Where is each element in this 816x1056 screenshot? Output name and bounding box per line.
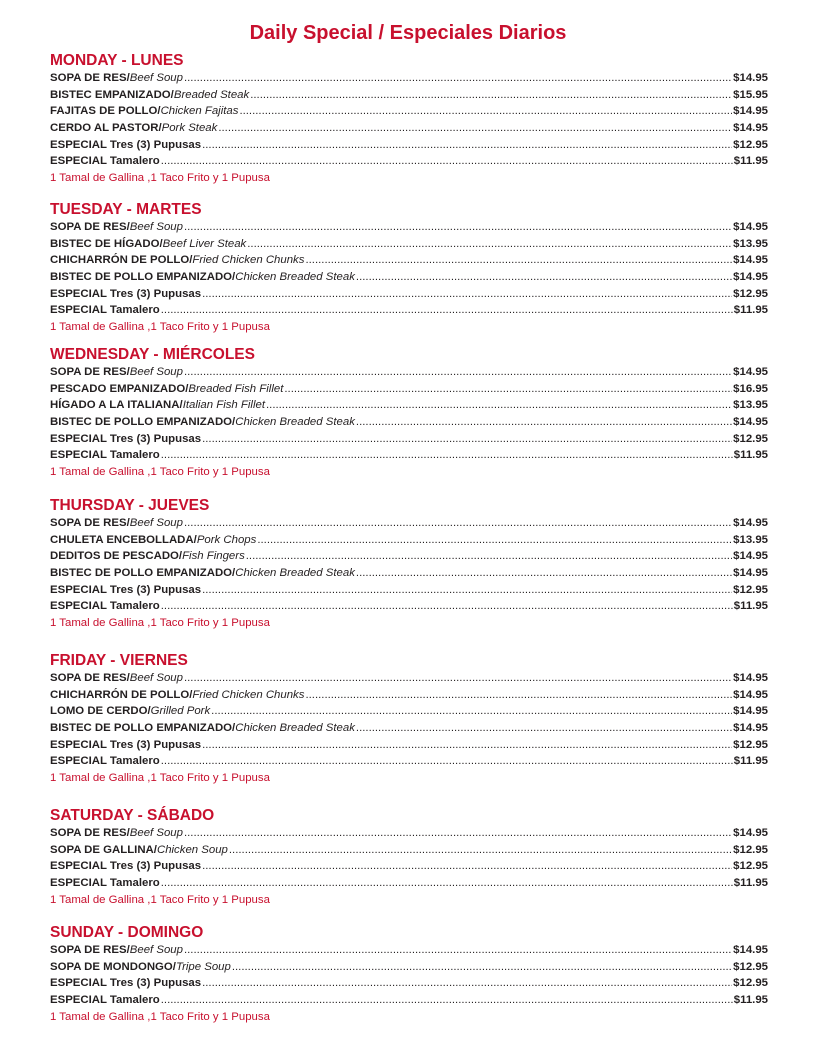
- item-price: $14.95: [733, 688, 768, 701]
- menu-item: [50, 532, 768, 549]
- item-separator: /: [126, 827, 130, 839]
- dot-leader: [356, 565, 732, 582]
- item-price: $14.95: [733, 72, 768, 84]
- dot-leader: [202, 975, 732, 992]
- item-english-name: Beef Soup: [129, 827, 183, 839]
- item-separator: /: [126, 221, 130, 233]
- item-price: $14.95: [733, 567, 768, 580]
- item-english-name: Grilled Pork: [150, 705, 211, 718]
- menu-item: [50, 269, 768, 286]
- dot-leader: [161, 302, 733, 319]
- item-separator: /: [232, 416, 236, 429]
- dot-leader: [257, 532, 732, 549]
- combo-note: 1 Tamal de Gallina ,1 Taco Frito y 1 Pupusa: [50, 466, 270, 479]
- item-separator: /: [170, 88, 174, 101]
- dot-leader: [161, 875, 733, 892]
- item-price: $15.95: [733, 88, 768, 101]
- dot-leader: [161, 598, 733, 615]
- item-price: $14.95: [733, 105, 768, 118]
- item-english-name: Beef Soup: [129, 944, 183, 956]
- item-english-name: Breaded Steak: [173, 88, 250, 101]
- menu-list: [50, 670, 768, 770]
- dot-leader: [356, 720, 732, 737]
- menu-item: [50, 942, 768, 959]
- item-name: BISTEC DE POLLO EMPANIZADO: [50, 722, 233, 735]
- menu-item: [50, 137, 768, 154]
- item-english-name: Beef Soup: [129, 366, 183, 378]
- item-separator: /: [189, 688, 193, 701]
- item-name: CERDO AL PASTOR: [50, 122, 159, 135]
- dot-leader: [246, 548, 732, 565]
- day-section-thursday: [50, 497, 768, 631]
- menu-item: [50, 858, 768, 875]
- item-name: ESPECIAL Tamalero: [50, 600, 160, 613]
- menu-item: [50, 975, 768, 992]
- dot-leader: [184, 825, 732, 842]
- day-heading: MONDAY - LUNES: [50, 52, 184, 69]
- menu-item: [50, 959, 768, 976]
- item-price: $11.95: [733, 994, 768, 1007]
- dot-leader: [161, 447, 733, 464]
- item-separator: /: [193, 533, 197, 546]
- item-english-name: Italian Fish Fillet: [182, 399, 265, 412]
- combo-note: 1 Tamal de Gallina ,1 Taco Frito y 1 Pupusa: [50, 1010, 270, 1023]
- combo-note: 1 Tamal de Gallina ,1 Taco Frito y 1 Pupusa: [50, 772, 270, 785]
- menu-item: [50, 219, 768, 236]
- item-english-name: Chicken Breaded Steak: [235, 567, 355, 580]
- menu-item: [50, 992, 768, 1009]
- item-english-name: Fish Fingers: [182, 550, 245, 563]
- item-name: DEDITOS DE PESCADO: [50, 550, 179, 563]
- item-name: BISTEC DE POLLO EMPANIZADO: [50, 271, 233, 284]
- menu-item: [50, 548, 768, 565]
- item-name: BISTEC EMPANIZADO: [50, 88, 171, 101]
- item-name: FAJITAS DE POLLO: [50, 105, 158, 118]
- dot-leader: [202, 582, 732, 599]
- menu-item: [50, 670, 768, 687]
- dot-leader: [232, 959, 732, 976]
- item-price: $14.95: [733, 550, 768, 563]
- menu-item: [50, 703, 768, 720]
- dot-leader: [202, 858, 732, 875]
- menu-item: [50, 842, 768, 859]
- day-section-monday: [50, 52, 768, 186]
- item-name: PESCADO EMPANIZADO: [50, 382, 186, 395]
- menu-item: [50, 153, 768, 170]
- menu-item: [50, 737, 768, 754]
- day-heading: SUNDAY - DOMINGO: [50, 924, 204, 941]
- menu-item: [50, 598, 768, 615]
- item-name: ESPECIAL Tres (3) Pupusas: [50, 138, 202, 151]
- dot-leader: [229, 842, 732, 859]
- item-name: ESPECIAL Tres (3) Pupusas: [50, 860, 202, 873]
- item-name: SOPA DE RES: [50, 827, 127, 839]
- dot-leader: [356, 414, 732, 431]
- dot-leader: [184, 515, 732, 532]
- menu-item: [50, 87, 768, 104]
- item-name: SOPA DE MONDONGO: [50, 960, 173, 973]
- menu-list: [50, 942, 768, 1009]
- dot-leader: [184, 364, 732, 381]
- item-price: $11.95: [733, 304, 768, 317]
- item-english-name: Chicken Breaded Steak: [235, 416, 355, 429]
- item-english-name: Pork Steak: [161, 122, 218, 135]
- item-price: $12.95: [733, 138, 768, 151]
- menu-item: [50, 397, 768, 414]
- item-name: SOPA DE GALLINA: [50, 843, 154, 856]
- dot-leader: [202, 431, 732, 448]
- dot-leader: [184, 219, 732, 236]
- item-name: ESPECIAL Tamalero: [50, 304, 160, 317]
- item-price: $14.95: [733, 254, 768, 267]
- item-price: $12.95: [733, 432, 768, 445]
- item-english-name: Breaded Fish Fillet: [188, 382, 284, 395]
- menu-item: [50, 687, 768, 704]
- item-name: SOPA DE RES: [50, 366, 127, 378]
- item-separator: /: [232, 567, 236, 580]
- menu-list: [50, 515, 768, 615]
- item-english-name: Beef Soup: [129, 221, 183, 233]
- dot-leader: [184, 70, 732, 87]
- item-name: CHICHARRÓN DE POLLO: [50, 254, 190, 267]
- menu-item: [50, 565, 768, 582]
- item-name: ESPECIAL Tamalero: [50, 449, 160, 462]
- item-english-name: Chicken Breaded Steak: [235, 271, 355, 284]
- menu-item: [50, 103, 768, 120]
- menu-item: [50, 753, 768, 770]
- combo-note: 1 Tamal de Gallina ,1 Taco Frito y 1 Pupusa: [50, 172, 270, 185]
- dot-leader: [250, 87, 732, 104]
- dot-leader: [202, 286, 732, 303]
- dot-leader: [218, 120, 732, 137]
- item-separator: /: [159, 237, 163, 250]
- item-english-name: Fried Chicken Chunks: [192, 688, 305, 701]
- menu-item: [50, 236, 768, 253]
- item-price: $11.95: [733, 755, 768, 768]
- item-english-name: Pork Chops: [196, 533, 257, 546]
- item-price: $14.95: [733, 122, 768, 135]
- item-price: $11.95: [733, 449, 768, 462]
- item-name: ESPECIAL Tamalero: [50, 877, 160, 890]
- day-heading: FRIDAY - VIERNES: [50, 652, 188, 669]
- menu-item: [50, 582, 768, 599]
- item-english-name: Chicken Breaded Steak: [235, 722, 355, 735]
- dot-leader: [305, 252, 732, 269]
- item-name: SOPA DE RES: [50, 221, 127, 233]
- item-english-name: Beef Liver Steak: [162, 237, 247, 250]
- item-english-name: Fried Chicken Chunks: [192, 254, 305, 267]
- menu-item: [50, 286, 768, 303]
- item-name: ESPECIAL Tres (3) Pupusas: [50, 287, 202, 300]
- item-price: $14.95: [733, 672, 768, 684]
- menu-item: [50, 70, 768, 87]
- item-price: $12.95: [733, 843, 768, 856]
- item-name: SOPA DE RES: [50, 672, 127, 684]
- menu-item: [50, 720, 768, 737]
- item-name: HÍGADO A LA ITALIANA: [50, 399, 180, 412]
- item-name: ESPECIAL Tamalero: [50, 994, 160, 1007]
- day-section-tuesday: [50, 201, 768, 335]
- day-section-saturday: [50, 807, 768, 908]
- dot-leader: [161, 153, 733, 170]
- item-separator: /: [126, 366, 130, 378]
- item-price: $12.95: [733, 738, 768, 751]
- day-heading: TUESDAY - MARTES: [50, 201, 202, 218]
- item-price: $12.95: [733, 960, 768, 973]
- item-name: BISTEC DE POLLO EMPANIZADO: [50, 416, 233, 429]
- item-english-name: Tripe Soup: [175, 960, 231, 973]
- item-price: $14.95: [733, 366, 768, 378]
- item-separator: /: [157, 105, 161, 118]
- item-separator: /: [178, 550, 183, 563]
- item-separator: /: [153, 843, 157, 856]
- dot-leader: [356, 269, 732, 286]
- dot-leader: [202, 137, 732, 154]
- menu-item: [50, 875, 768, 892]
- menu-item: [50, 414, 768, 431]
- menu-item: [50, 381, 768, 398]
- dot-leader: [211, 703, 732, 720]
- item-price: $13.95: [733, 533, 768, 546]
- dot-leader: [161, 992, 733, 1009]
- menu-list: [50, 70, 768, 170]
- item-separator: /: [232, 271, 236, 284]
- page-title: Daily Special / Especiales Diarios: [249, 22, 567, 44]
- menu-item: [50, 825, 768, 842]
- item-separator: /: [185, 382, 189, 395]
- day-section-wednesday: [50, 346, 768, 480]
- dot-leader: [161, 753, 733, 770]
- day-heading: THURSDAY - JUEVES: [50, 497, 210, 514]
- item-price: $13.95: [733, 399, 768, 412]
- dot-leader: [247, 236, 732, 253]
- item-price: $12.95: [733, 583, 768, 596]
- item-name: SOPA DE RES: [50, 944, 127, 956]
- menu-item: [50, 515, 768, 532]
- item-price: $12.95: [733, 860, 768, 873]
- item-english-name: Beef Soup: [129, 672, 183, 684]
- item-english-name: Beef Soup: [129, 517, 183, 529]
- item-separator: /: [147, 705, 151, 718]
- item-name: BISTEC DE HÍGADO: [50, 237, 160, 250]
- item-price: $11.95: [733, 600, 768, 613]
- dot-leader: [202, 737, 732, 754]
- item-separator: /: [126, 672, 130, 684]
- item-price: $14.95: [733, 827, 768, 839]
- item-price: $14.95: [733, 517, 768, 529]
- item-name: ESPECIAL Tres (3) Pupusas: [50, 583, 202, 596]
- item-name: CHULETA ENCEBOLLADA: [50, 533, 194, 546]
- day-heading: SATURDAY - SÁBADO: [50, 807, 215, 824]
- item-price: $12.95: [733, 287, 768, 300]
- item-separator: /: [126, 944, 130, 956]
- day-section-friday: [50, 652, 768, 786]
- item-separator: /: [232, 722, 236, 735]
- menu-item: [50, 120, 768, 137]
- menu-item: [50, 302, 768, 319]
- item-price: $14.95: [733, 944, 768, 956]
- item-name: SOPA DE RES: [50, 517, 127, 529]
- item-price: $14.95: [733, 722, 768, 735]
- item-name: ESPECIAL Tamalero: [50, 755, 160, 768]
- combo-note: 1 Tamal de Gallina ,1 Taco Frito y 1 Pupusa: [50, 893, 270, 906]
- menu-list: [50, 364, 768, 464]
- item-price: $14.95: [733, 705, 768, 718]
- day-section-sunday: [50, 924, 768, 1025]
- item-price: $12.95: [733, 977, 768, 990]
- dot-leader: [266, 397, 732, 414]
- menu-item: [50, 252, 768, 269]
- item-separator: /: [126, 517, 130, 529]
- item-name: BISTEC DE POLLO EMPANIZADO: [50, 567, 233, 580]
- menu-item: [50, 431, 768, 448]
- combo-note: 1 Tamal de Gallina ,1 Taco Frito y 1 Pupusa: [50, 617, 270, 630]
- item-name: ESPECIAL Tamalero: [50, 155, 160, 168]
- item-price: $14.95: [733, 271, 768, 284]
- item-price: $14.95: [733, 221, 768, 233]
- item-price: $14.95: [733, 416, 768, 429]
- item-separator: /: [172, 960, 176, 973]
- dot-leader: [184, 942, 732, 959]
- item-separator: /: [126, 72, 130, 84]
- item-english-name: Chicken Fajitas: [160, 105, 239, 118]
- day-heading: WEDNESDAY - MIÉRCOLES: [50, 346, 255, 363]
- item-name: ESPECIAL Tres (3) Pupusas: [50, 738, 202, 751]
- item-name: ESPECIAL Tres (3) Pupusas: [50, 432, 202, 445]
- item-price: $16.95: [733, 382, 768, 395]
- menu-item: [50, 364, 768, 381]
- item-separator: /: [189, 254, 193, 267]
- item-name: ESPECIAL Tres (3) Pupusas: [50, 977, 202, 990]
- item-english-name: Beef Soup: [129, 72, 183, 84]
- item-name: CHICHARRÓN DE POLLO: [50, 688, 190, 701]
- dot-leader: [305, 687, 732, 704]
- menu-item: [50, 447, 768, 464]
- dot-leader: [239, 103, 732, 120]
- item-separator: /: [179, 399, 183, 412]
- item-name: SOPA DE RES: [50, 72, 127, 84]
- menu-list: [50, 219, 768, 319]
- item-price: $13.95: [733, 237, 768, 250]
- dot-leader: [184, 670, 732, 687]
- menu-list: [50, 825, 768, 892]
- item-name: LOMO DE CERDO: [50, 705, 148, 718]
- dot-leader: [284, 381, 732, 398]
- item-english-name: Chicken Soup: [156, 843, 228, 856]
- item-price: $11.95: [733, 877, 768, 890]
- item-separator: /: [158, 122, 162, 135]
- item-price: $11.95: [733, 155, 768, 168]
- combo-note: 1 Tamal de Gallina ,1 Taco Frito y 1 Pupusa: [50, 321, 270, 334]
